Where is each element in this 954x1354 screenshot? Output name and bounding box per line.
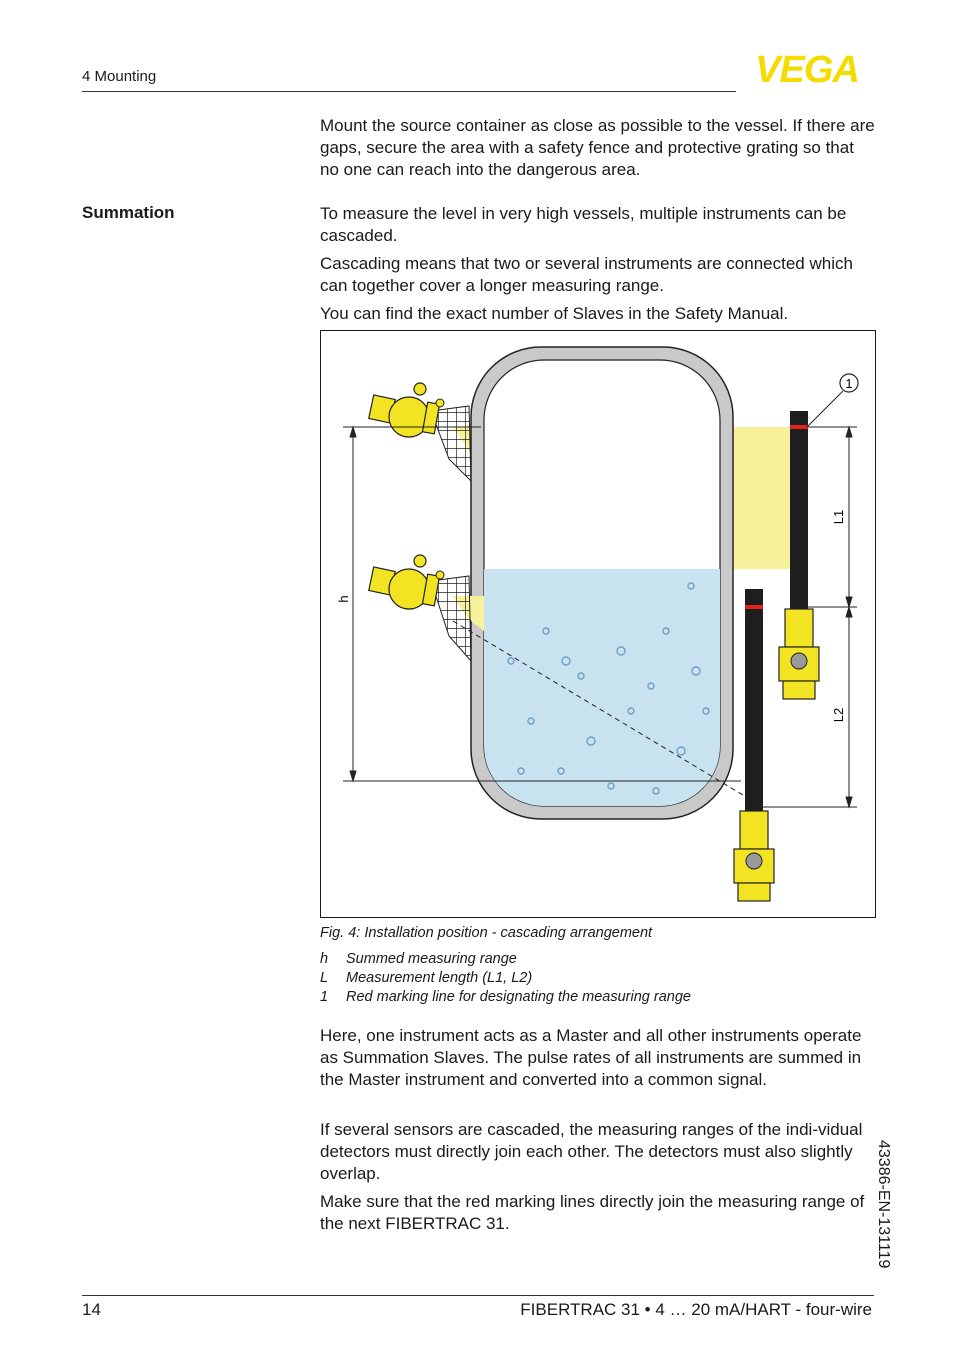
callout-leader <box>807 391 843 427</box>
upper-source-container <box>369 383 444 437</box>
callout-number: 1 <box>845 376 853 391</box>
summation-paragraph-2: Cascading means that two or several instruments are connected which can together cover a longer measuring range. <box>320 254 853 295</box>
intro-paragraph: Mount the source container as close as possible to the vessel. If there are gaps, secure the area with a safety fence and protective grating so that no one can reach into the dangerous area. <box>320 116 875 179</box>
legend-item: h Summed measuring range <box>320 951 517 967</box>
vega-logo <box>740 52 874 86</box>
section-header: 4 Mounting <box>82 68 157 85</box>
cascading-diagram <box>321 331 875 917</box>
document-code: 43386-EN-131119 <box>875 1140 892 1269</box>
figure-caption: Fig. 4: Installation position - cascading arrangement <box>320 925 653 941</box>
body-paragraph-1: Here, one instrument acts as a Master and all other instruments operate as Summation Slaves. The pulse rates of all instruments are summed in the Master instrument and converted into a common signal. <box>320 1026 862 1089</box>
legend-item: 1 Red marking line for designating the measuring range <box>320 989 691 1005</box>
lower-source-container <box>369 555 444 609</box>
summation-paragraph-3: You can find the exact number of Slaves in the Safety Manual. <box>320 304 789 323</box>
label-l2: L2 <box>831 707 846 723</box>
body-paragraph-3: Make sure that the red marking lines directly join the measuring range of the next FIBERTRAC 31. <box>320 1192 865 1233</box>
summation-paragraph-1: To measure the level in very high vessels, multiple instruments can be cascaded. <box>320 204 847 245</box>
body-paragraph-2: If several sensors are cascaded, the measuring ranges of the indi-vidual detectors must directly join each other. The detectors must also slightly overlap. <box>320 1120 863 1183</box>
lower-detector <box>734 589 774 901</box>
footer-divider <box>82 1295 874 1296</box>
legend-item: L Measurement length (L1, L2) <box>320 970 533 986</box>
summation-heading: Summation <box>82 203 175 222</box>
page-number: 14 <box>82 1300 101 1319</box>
label-h: h <box>336 595 351 603</box>
footer-title: FIBERTRAC 31 • 4 … 20 mA/HART - four-wire <box>520 1300 872 1319</box>
header-divider <box>82 91 736 92</box>
label-l1: L1 <box>831 509 846 525</box>
cascading-figure <box>320 330 876 918</box>
svg-text:VEGA: VEGA <box>755 52 859 86</box>
vessel <box>471 347 733 819</box>
